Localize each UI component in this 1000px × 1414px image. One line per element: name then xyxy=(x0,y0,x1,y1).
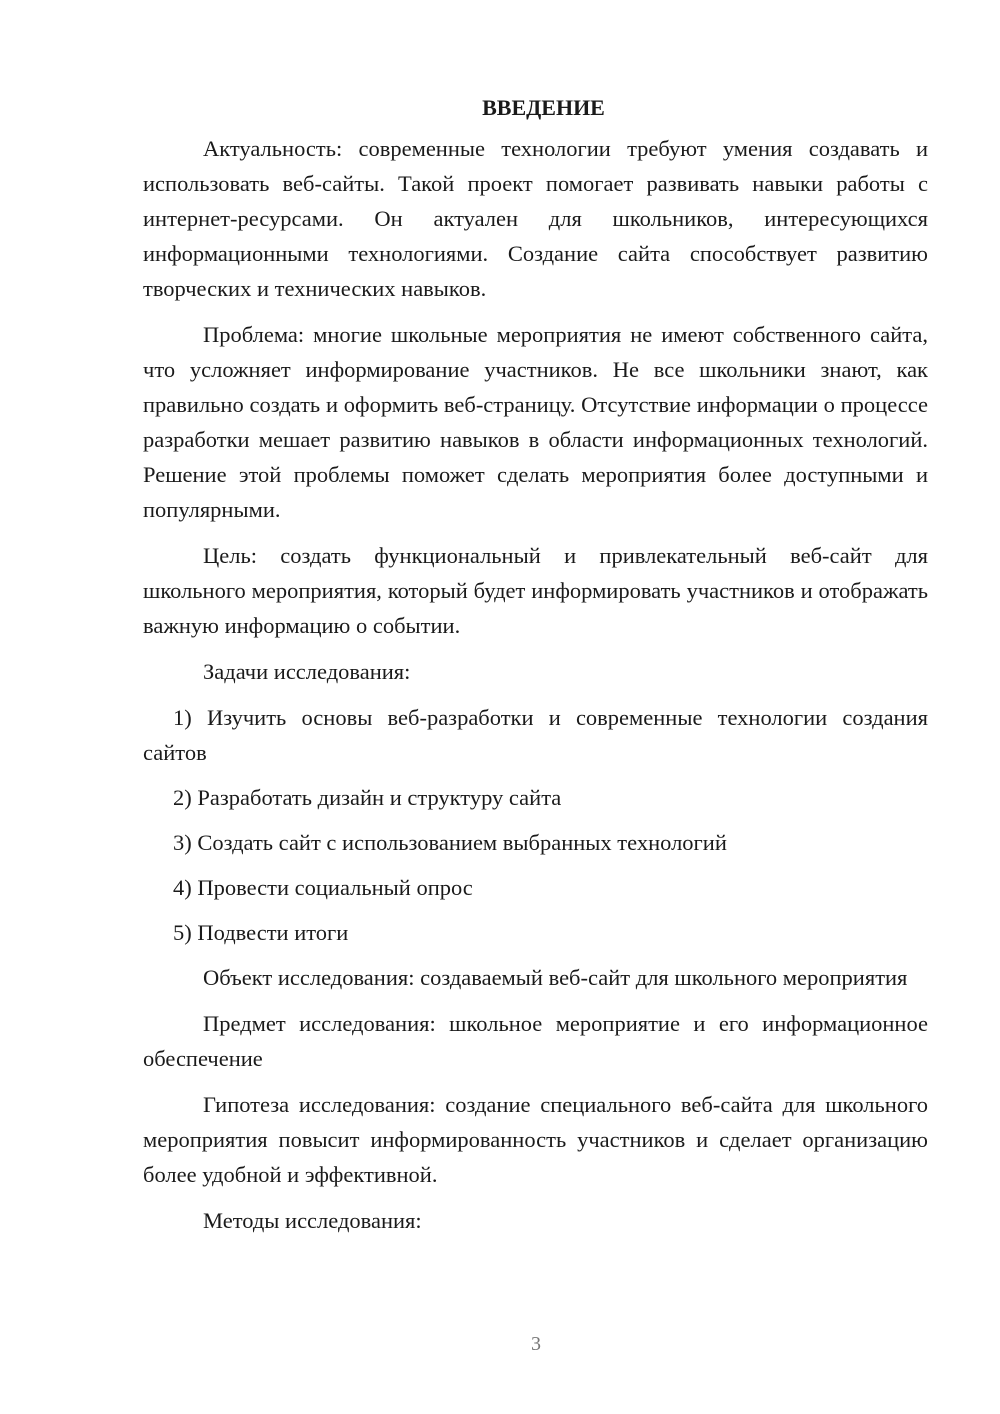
object-paragraph: Объект исследования: создаваемый веб-сайт для школьного мероприятия xyxy=(203,965,908,990)
hypothesis-paragraph: Гипотеза исследования: создание специального веб-сайта для школьного мероприятия повысит информированность участников и сделает организацию более удобной и эффективной. xyxy=(143,1092,928,1187)
task-item-2: 2) Разработать дизайн и структуру сайта xyxy=(173,785,562,810)
relevance-paragraph: Актуальность: современные технологии требуют умения создавать и использовать веб-сайты. Такой проект помогает развивать навыки работы с интернет-ресурсами. Он актуален для школьников, интересующихся информационными технологиями. Создание сайта способствует развитию творческих и технических навыков. xyxy=(143,136,928,301)
tasks-title: Задачи исследования: xyxy=(203,659,411,684)
problem-paragraph: Проблема: многие школьные мероприятия не имеют собственного сайта, что усложняет информирование участников. Не все школьники знают, как правильно создать и оформить веб-страницу. Отсутствие информации о процессе разработки мешает развитию навыков в области информационных технологий. Решение этой проблемы поможет сделать мероприятия более доступными и популярными. xyxy=(143,322,928,522)
task-item-5: 5) Подвести итоги xyxy=(173,920,349,945)
methods-title: Методы исследования: xyxy=(203,1208,422,1233)
page-content xyxy=(143,90,928,1249)
task-item-4: 4) Провести социальный опрос xyxy=(173,875,473,900)
task-item-3: 3) Создать сайт с использованием выбранных технологий xyxy=(173,830,727,855)
subject-paragraph: Предмет исследования: школьное мероприятие и его информационное обеспечение xyxy=(143,1011,928,1071)
task-item-1: 1) Изучить основы веб-разработки и современные технологии создания сайтов xyxy=(143,705,928,765)
goal-paragraph: Цель: создать функциональный и привлекательный веб-сайт для школьного мероприятия, который будет информировать участников и отображать важную информацию о событии. xyxy=(143,543,928,638)
page-number: 3 xyxy=(531,1333,541,1355)
page-title: ВВЕДЕНИЕ xyxy=(482,95,605,120)
